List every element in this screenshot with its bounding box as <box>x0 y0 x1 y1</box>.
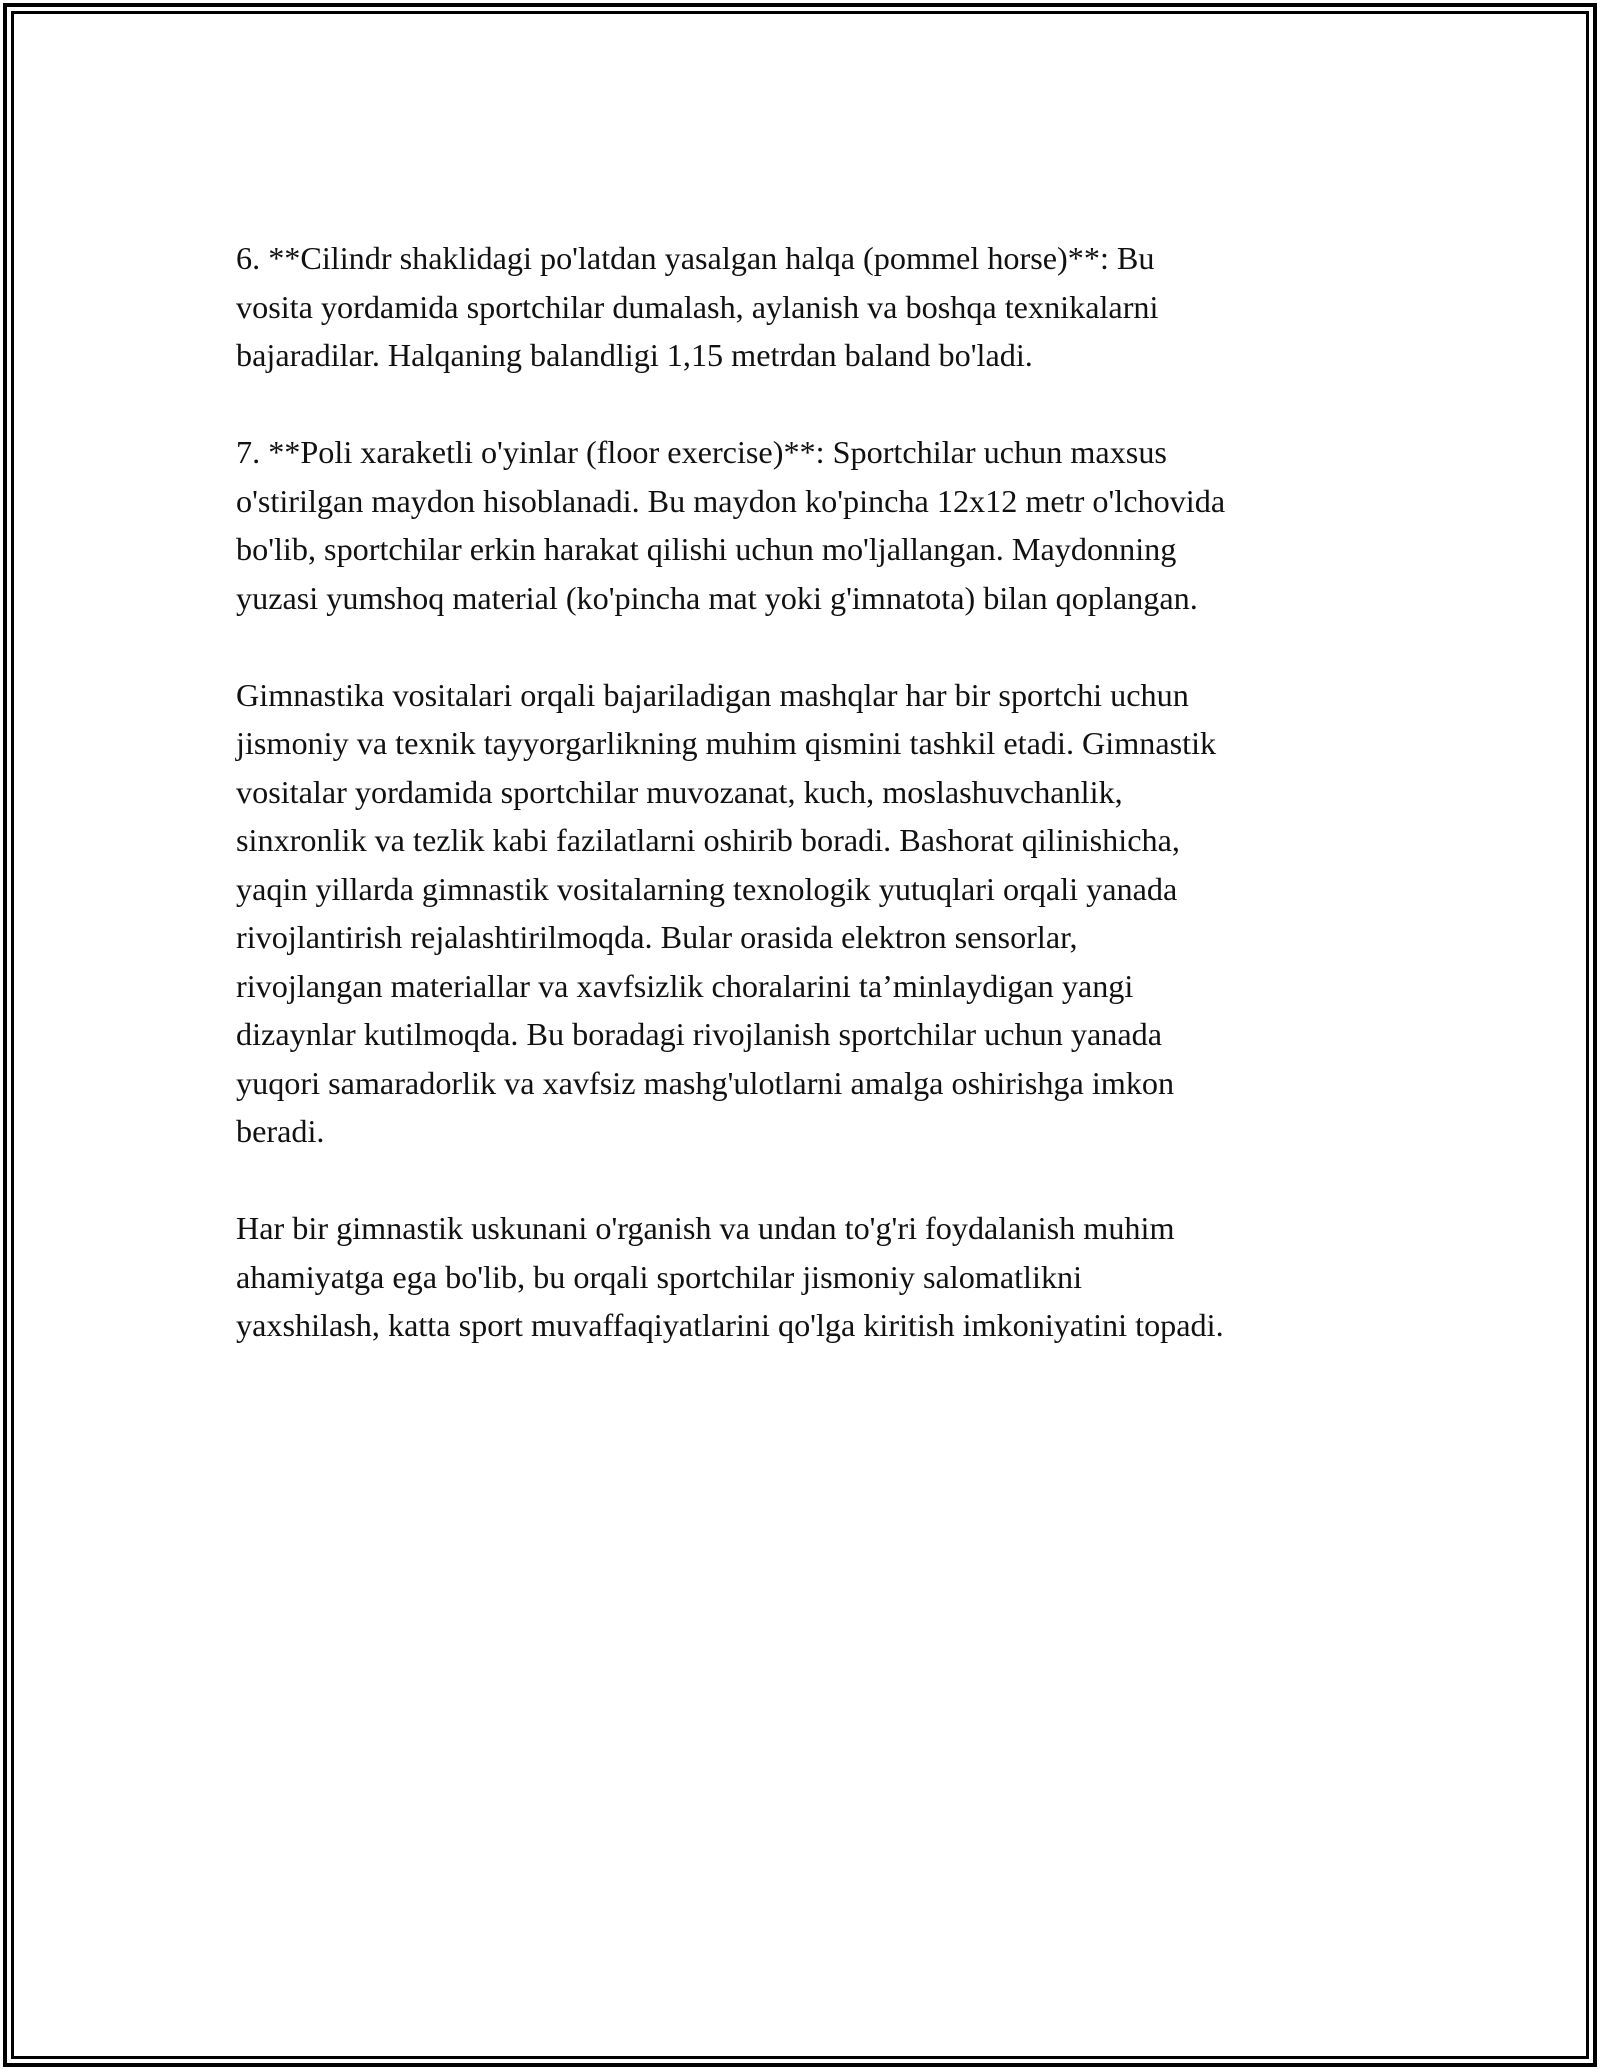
text-line: vosita yordamida sportchilar dumalash, aylanish va boshqa texnikalarni <box>236 288 1159 325</box>
paragraph-pommel-horse <box>236 234 1386 380</box>
text-line: rivojlantirish rejalashtirilmoqda. Bular orasida elektron sensorlar, <box>236 919 1078 955</box>
paragraph-conclusion <box>236 1204 1386 1350</box>
text-line: yaxshilash, katta sport muvaffaqiyatlarini qo'lga kiritish imkoniyatini topadi. <box>236 1307 1224 1343</box>
text-line: bajaradilar. Halqaning balandligi 1,15 metrdan baland bo'ladi. <box>236 337 1033 373</box>
text-line: Har bir gimnastik uskunani o'rganish va undan to'g'ri foydalanish muhim <box>236 1210 1175 1246</box>
text-line: bo'lib, sportchilar erkin harakat qilishi uchun mo'ljallangan. Maydonning <box>236 531 1177 567</box>
text-line: ahamiyatga ega bo'lib, bu orqali sportchilar jismoniy salomatlikni <box>236 1258 1083 1295</box>
text-line: rivojlangan materiallar va xavfsizlik choralarini ta’minlaydigan yangi <box>236 967 1134 1004</box>
text-line: 7. **Poli xaraketli o'yinlar (floor exercise)**: Sportchilar uchun maxsus <box>236 434 1167 470</box>
text-line: yuzasi yumshoq material (ko'pincha mat yoki g'imnatota) bilan qoplangan. <box>236 579 1198 616</box>
text-line: dizaynlar kutilmoqda. Bu boradagi rivojlanish sportchilar uchun yanada <box>236 1016 1163 1052</box>
text-line: o'stirilgan maydon hisoblanadi. Bu maydon ko'pincha 12x12 metr o'lchovida <box>236 482 1226 519</box>
text-line: yuqori samaradorlik va xavfsiz mashg'ulotlarni amalga oshirishga imkon <box>236 1064 1175 1101</box>
document-body <box>236 234 1386 1398</box>
text-line: 6. **Cilindr shaklidagi po'latdan yasalgan halqa (pommel horse)**: Bu <box>236 240 1155 276</box>
text-line: vositalar yordamida sportchilar muvozanat, kuch, moslashuvchanlik, <box>236 773 1123 810</box>
text-line: beradi. <box>236 1113 325 1149</box>
paragraph-gymnastics-equipment <box>236 671 1386 1156</box>
text-line: sinxronlik va tezlik kabi fazilatlarni oshirib boradi. Bashorat qilinishicha, <box>236 822 1180 858</box>
paragraph-floor-exercise <box>236 428 1386 622</box>
text-line: yaqin yillarda gimnastik vositalarning texnologik yutuqlari orqali yanada <box>236 870 1178 907</box>
text-line: jismoniy va texnik tayyorgarlikning muhim qismini tashkil etadi. Gimnastik <box>236 725 1217 761</box>
text-line: Gimnastika vositalari orqali bajariladigan mashqlar har bir sportchi uchun <box>236 676 1189 713</box>
